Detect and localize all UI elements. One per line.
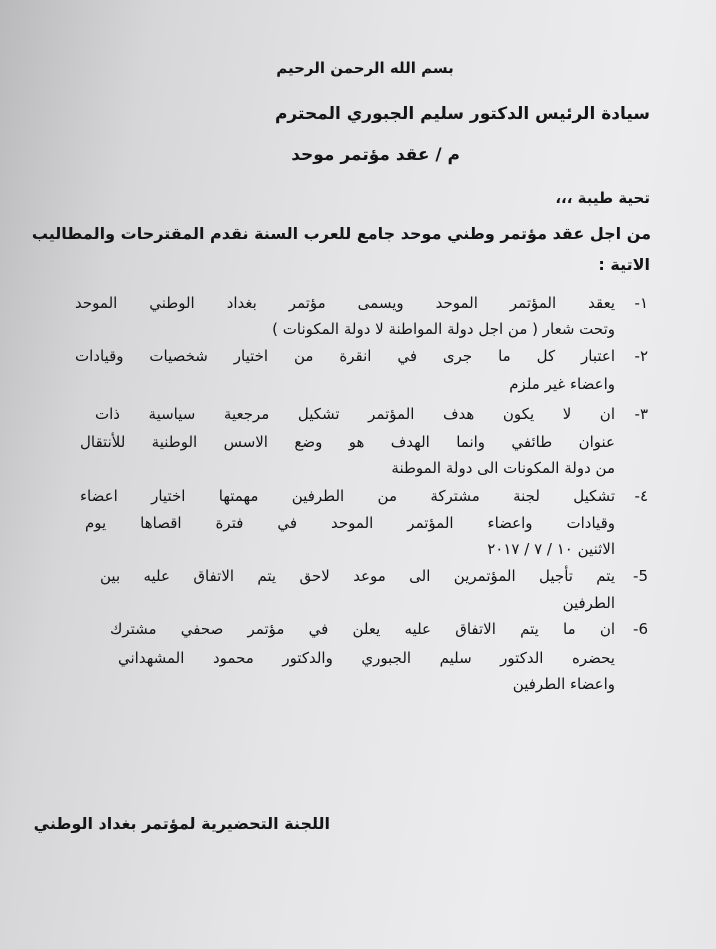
item-2-line-2: واعضاء غير ملزم <box>509 375 615 393</box>
item-5-line-1: يتم تأجيل المؤتمرين الى موعد لاحق يتم الاتفاق عليه بين <box>100 567 615 585</box>
item-5-number: 5- <box>633 567 648 585</box>
item-3-line-2: عنوان طائفي وانما الهدف هو وضع الاسس الوطنية للأنتقال <box>80 433 615 451</box>
item-4-line-1: تشكيل لجنة مشتركة من الطرفين مهمتها اختيار اعضاء <box>80 487 615 505</box>
item-1-line-2: وتحت شعار ( من اجل دولة المواطنة لا دولة المكونات ) <box>272 320 615 338</box>
item-2-line-1: اعتبار كل ما جرى في انقرة من اختيار شخصيات وقيادات <box>75 347 615 365</box>
item-5-line-2: الطرفين <box>562 594 615 612</box>
intro-line-2: الاتية : <box>598 255 650 274</box>
item-2-number: ٢- <box>634 347 648 365</box>
item-6-line-3: واعضاء الطرفين <box>512 675 615 693</box>
item-4-number: ٤- <box>634 487 648 505</box>
greeting: تحية طيبة ،،، <box>555 189 650 207</box>
item-6-line-1: ان ما يتم الاتفاق عليه يعلن في مؤتمر صحفي مشترك <box>110 620 615 638</box>
basmala: بسم الله الرحمن الرحيم <box>276 59 454 77</box>
intro-line-1: من اجل عقد مؤتمر وطني موحد جامع للعرب السنة نقدم المقترحات والمطاليب <box>31 224 651 243</box>
item-4-line-2: وقيادات واعضاء المؤتمر الموحد في فترة اقصاها يوم <box>85 514 615 532</box>
signature-committee: اللجنة التحضيرية لمؤتمر بغداد الوطني <box>33 814 330 833</box>
item-3-number: ٣- <box>634 405 648 423</box>
item-3-line-3: من دولة المكونات الى دولة الموطنة <box>391 459 615 477</box>
item-6-number: 6- <box>633 620 648 638</box>
item-3-line-1: ان لا يكون هدف المؤتمر تشكيل مرجعية سياسية ذات <box>95 405 615 423</box>
item-1-number: ١- <box>634 294 648 312</box>
subject-line: م / عقد مؤتمر موحد <box>291 145 460 165</box>
item-4-line-3: الاثنين ١٠ / ٧ / ٢٠١٧ <box>487 540 615 558</box>
addressee: سيادة الرئيس الدكتور سليم الجبوري المحترم <box>274 104 650 124</box>
item-1-line-1: يعقد المؤتمر الموحد ويسمى مؤتمر بغداد الوطني الموحد <box>75 294 615 312</box>
item-6-line-2: يحضره الدكتور سليم الجبوري والدكتور محمود المشهداني <box>118 649 615 667</box>
